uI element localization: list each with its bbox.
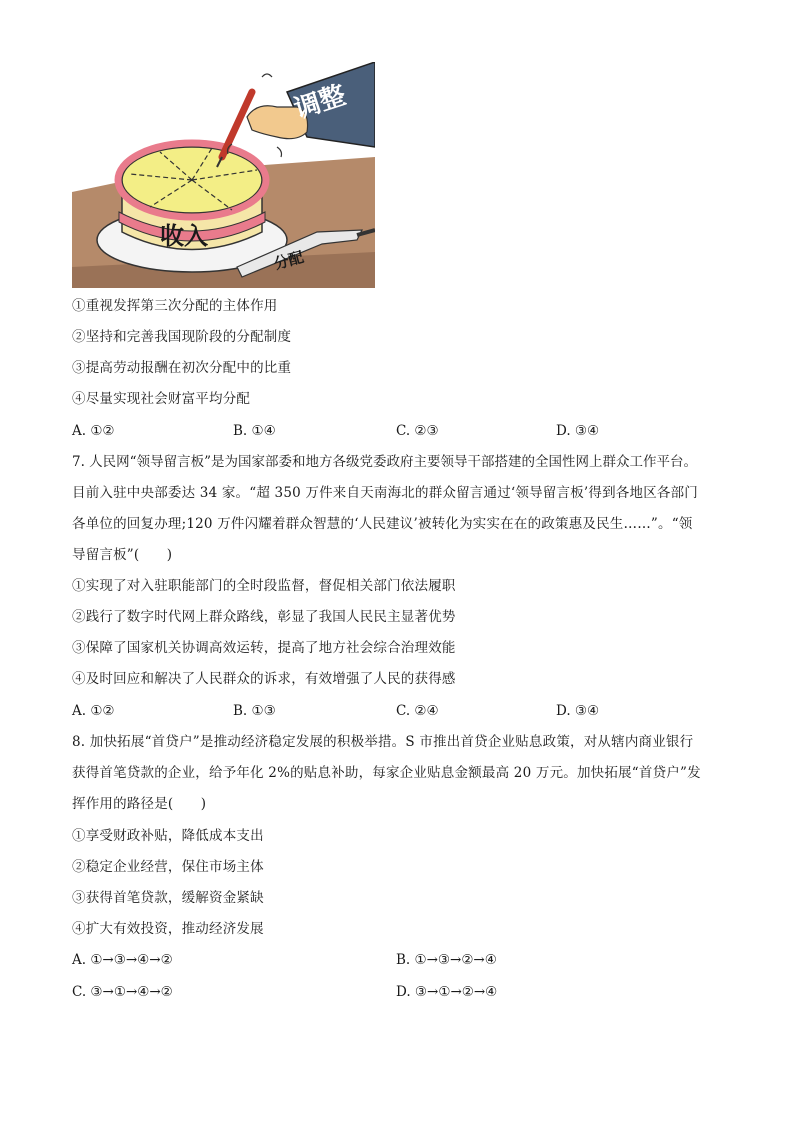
q6-statement-2: ②坚持和完善我国现阶段的分配制度 — [72, 329, 292, 345]
q8-statement-1: ①享受财政补贴，降低成本支出 — [72, 828, 264, 844]
q6-statement-3: ③提高劳动报酬在初次分配中的比重 — [72, 360, 292, 376]
q8-statement-2: ②稳定企业经营，保住市场主体 — [72, 859, 264, 875]
q6-option-c[interactable]: C. ②③ — [396, 423, 439, 439]
q8-stem-line-2: 获得首笔贷款的企业，给予年化 2%的贴息补助，每家企业贴息金额最高 20 万元。加快拓展“首贷户”发 — [72, 765, 701, 781]
q6-statement-4: ④尽量实现社会财富平均分配 — [72, 391, 251, 407]
q7-statement-3: ③保障了国家机关协调高效运转，提高了地方社会综合治理效能 — [72, 640, 456, 656]
cake-label: 收入 — [160, 223, 208, 250]
q6-option-b[interactable]: B. ①④ — [233, 423, 276, 439]
q7-statement-4: ④及时回应和解决了人民群众的诉求，有效增强了人民的获得感 — [72, 671, 456, 687]
q7-statement-2: ②践行了数字时代网上群众路线，彰显了我国人民民主显著优势 — [72, 609, 456, 625]
q7-stem-line-2: 目前入驻中央部委达 34 家。“超 350 万件来自天南海北的群众留言通过‘领导留言板’得到各地区各部门 — [72, 485, 698, 501]
q6-option-a[interactable]: A. ①② — [72, 423, 115, 439]
q7-option-b[interactable]: B. ①③ — [233, 703, 276, 719]
q7-option-d[interactable]: D. ③④ — [556, 703, 600, 719]
q7-statement-1: ①实现了对入驻职能部门的全时段监督，督促相关部门依法履职 — [72, 578, 456, 594]
q7-stem-line-1: 7. 人民网“领导留言板”是为国家部委和地方各级党委政府主要领导干部搭建的全国性网上群众工作平台。 — [72, 454, 697, 470]
q7-stem-line-3: 各单位的回复办理;120 万件闪耀着群众智慧的‘人民建议’被转化为实实在在的政策惠及民生……”。“领 — [72, 516, 693, 532]
q6-option-d[interactable]: D. ③④ — [556, 423, 600, 439]
q7-stem-line-4: 导留言板”( ) — [72, 547, 173, 563]
q6-statement-1: ①重视发挥第三次分配的主体作用 — [72, 298, 278, 314]
q8-option-a[interactable]: A. ①→③→④→② — [72, 952, 173, 968]
q7-option-a[interactable]: A. ①② — [72, 703, 115, 719]
q8-option-d[interactable]: D. ③→①→②→④ — [396, 984, 498, 1000]
income-distribution-cartoon — [72, 62, 375, 288]
q8-stem-line-1: 8. 加快拓展“首贷户”是推动经济稳定发展的积极举措。S 市推出首贷企业贴息政策，对从辖内商业银行 — [72, 734, 694, 750]
q8-option-c[interactable]: C. ③→①→④→② — [72, 984, 173, 1000]
knife-label: 分配 — [272, 248, 306, 274]
sleeve-label: 调整 — [290, 79, 350, 124]
q8-option-b[interactable]: B. ①→③→②→④ — [396, 952, 497, 968]
q8-statement-3: ③获得首笔贷款，缓解资金紧缺 — [72, 890, 264, 906]
q8-stem-line-3: 挥作用的路径是( ) — [72, 796, 207, 812]
q8-statement-4: ④扩大有效投资，推动经济发展 — [72, 921, 264, 937]
q7-option-c[interactable]: C. ②④ — [396, 703, 439, 719]
